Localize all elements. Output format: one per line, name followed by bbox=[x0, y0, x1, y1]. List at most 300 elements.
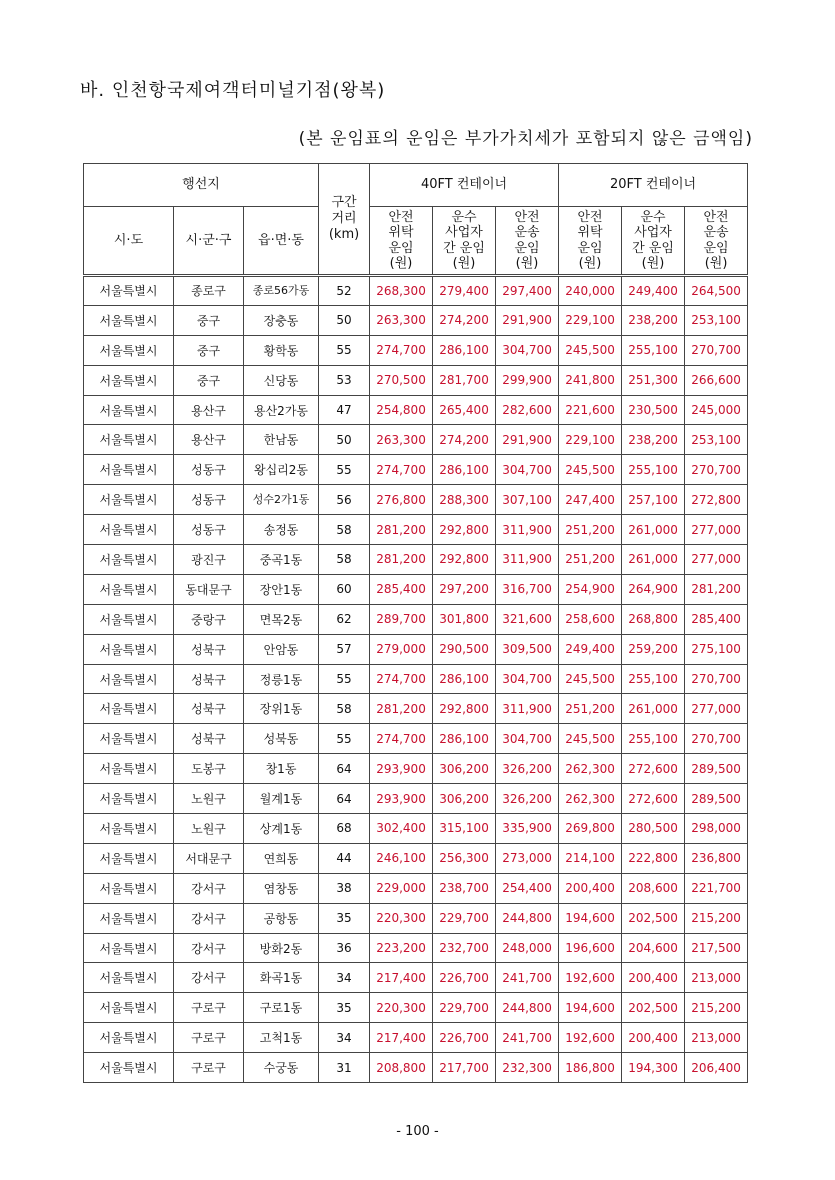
ft40-safe-consign-cell: 220,300 bbox=[370, 903, 433, 933]
ft40-carrier-cell: 286,100 bbox=[433, 664, 496, 694]
ft40-safe-consign-cell: 270,500 bbox=[370, 365, 433, 395]
ft40-safe-transport-cell: 304,700 bbox=[496, 455, 559, 485]
ft20-safe-consign-cell: 221,600 bbox=[559, 395, 622, 425]
ft20-safe-consign-cell: 192,600 bbox=[559, 963, 622, 993]
ft20-safe-transport-cell: 253,100 bbox=[685, 305, 748, 335]
ft20-safe-consign-cell: 251,200 bbox=[559, 515, 622, 545]
distance-cell: 52 bbox=[319, 276, 370, 306]
ft40-carrier-cell: 279,400 bbox=[433, 276, 496, 306]
ft20-carrier-cell: 200,400 bbox=[622, 963, 685, 993]
ft40-carrier-cell: 217,700 bbox=[433, 1053, 496, 1083]
sigungu-cell: 구로구 bbox=[174, 993, 244, 1023]
dong-cell: 장안1동 bbox=[244, 574, 319, 604]
sigungu-cell: 광진구 bbox=[174, 545, 244, 575]
ft20-safe-consign-cell: 251,200 bbox=[559, 694, 622, 724]
dong-cell: 고척1동 bbox=[244, 1023, 319, 1053]
ft40-safe-consign-cell: 279,000 bbox=[370, 634, 433, 664]
dong-cell: 한남동 bbox=[244, 425, 319, 455]
ft40-safe-transport-cell: 254,400 bbox=[496, 873, 559, 903]
ft40-safe-consign-cell: 276,800 bbox=[370, 485, 433, 515]
sigungu-cell: 노원구 bbox=[174, 814, 244, 844]
distance-cell: 64 bbox=[319, 754, 370, 784]
ft40-safe-transport-cell: 311,900 bbox=[496, 515, 559, 545]
ft40-safe-consign-cell: 274,700 bbox=[370, 664, 433, 694]
ft40-safe-consign-cell: 217,400 bbox=[370, 1023, 433, 1053]
distance-cell: 56 bbox=[319, 485, 370, 515]
ft40-carrier-cell: 297,200 bbox=[433, 574, 496, 604]
ft20-safe-transport-cell: 213,000 bbox=[685, 963, 748, 993]
ft20-safe-transport-cell: 253,100 bbox=[685, 425, 748, 455]
table-row bbox=[84, 694, 748, 724]
ft20-carrier-cell: 202,500 bbox=[622, 993, 685, 1023]
ft20-safe-transport-cell: 270,700 bbox=[685, 724, 748, 754]
ft20-carrier-cell: 261,000 bbox=[622, 545, 685, 575]
ft40-carrier-cell: 286,100 bbox=[433, 455, 496, 485]
ft20-safe-consign-cell: 269,800 bbox=[559, 814, 622, 844]
ft20-safe-transport-cell: 206,400 bbox=[685, 1053, 748, 1083]
ft40-safe-consign-cell: 281,200 bbox=[370, 545, 433, 575]
sido-cell: 서울특별시 bbox=[84, 873, 174, 903]
ft20-carrier-cell: 238,200 bbox=[622, 305, 685, 335]
sido-cell: 서울특별시 bbox=[84, 335, 174, 365]
table-row bbox=[84, 1053, 748, 1083]
sigungu-cell: 종로구 bbox=[174, 276, 244, 306]
table-row bbox=[84, 933, 748, 963]
ft40-safe-transport-cell: 248,000 bbox=[496, 933, 559, 963]
ft20-safe-transport-cell: 236,800 bbox=[685, 843, 748, 873]
dong-cell: 창1동 bbox=[244, 754, 319, 784]
sido-cell: 서울특별시 bbox=[84, 574, 174, 604]
ft40-safe-transport-cell: 291,900 bbox=[496, 305, 559, 335]
sido-cell: 서울특별시 bbox=[84, 903, 174, 933]
distance-header: 구간 거리 (km) bbox=[319, 164, 370, 276]
table-row bbox=[84, 545, 748, 575]
ft20-safe-transport-cell: 275,100 bbox=[685, 634, 748, 664]
table-row bbox=[84, 963, 748, 993]
sido-cell: 서울특별시 bbox=[84, 993, 174, 1023]
sigungu-cell: 성동구 bbox=[174, 485, 244, 515]
dong-cell: 장위1동 bbox=[244, 694, 319, 724]
ft40-safe-transport-cell: 311,900 bbox=[496, 545, 559, 575]
sido-cell: 서울특별시 bbox=[84, 634, 174, 664]
ft20-carrier-cell: 272,600 bbox=[622, 784, 685, 814]
ft20-safe-transport-cell: 245,000 bbox=[685, 395, 748, 425]
sido-cell: 서울특별시 bbox=[84, 455, 174, 485]
sigungu-cell: 동대문구 bbox=[174, 574, 244, 604]
ft20-safe-consign-cell: 229,100 bbox=[559, 425, 622, 455]
table-row bbox=[84, 1023, 748, 1053]
sido-cell: 서울특별시 bbox=[84, 694, 174, 724]
ft40-carrier-cell: 226,700 bbox=[433, 963, 496, 993]
ft40-safe-transport-header: 안전 운송 운임 (원) bbox=[496, 207, 559, 276]
ft20-safe-transport-cell: 285,400 bbox=[685, 604, 748, 634]
ft20-safe-transport-cell: 270,700 bbox=[685, 455, 748, 485]
sido-cell: 서울특별시 bbox=[84, 754, 174, 784]
ft40-header: 40FT 컨테이너 bbox=[370, 164, 559, 207]
ft20-carrier-cell: 255,100 bbox=[622, 335, 685, 365]
distance-cell: 44 bbox=[319, 843, 370, 873]
dong-cell: 수궁동 bbox=[244, 1053, 319, 1083]
dong-cell: 용산2가동 bbox=[244, 395, 319, 425]
ft20-carrier-cell: 249,400 bbox=[622, 276, 685, 306]
vat-note: (본 운임표의 운임은 부가가치세가 포함되지 않은 금액임) bbox=[298, 129, 753, 149]
ft40-carrier-cell: 229,700 bbox=[433, 993, 496, 1023]
ft20-carrier-cell: 264,900 bbox=[622, 574, 685, 604]
distance-cell: 34 bbox=[319, 1023, 370, 1053]
table-row bbox=[84, 395, 748, 425]
ft20-carrier-cell: 200,400 bbox=[622, 1023, 685, 1053]
ft40-carrier-cell: 292,800 bbox=[433, 694, 496, 724]
ft20-safe-consign-cell: 194,600 bbox=[559, 903, 622, 933]
dong-cell: 송정동 bbox=[244, 515, 319, 545]
ft20-safe-transport-header: 안전 운송 운임 (원) bbox=[685, 207, 748, 276]
table-row bbox=[84, 993, 748, 1023]
ft40-safe-transport-cell: 326,200 bbox=[496, 754, 559, 784]
sigungu-cell: 중구 bbox=[174, 335, 244, 365]
dong-cell: 연희동 bbox=[244, 843, 319, 873]
dong-cell: 신당동 bbox=[244, 365, 319, 395]
ft40-safe-consign-cell: 293,900 bbox=[370, 754, 433, 784]
ft40-safe-transport-cell: 244,800 bbox=[496, 903, 559, 933]
ft20-carrier-cell: 204,600 bbox=[622, 933, 685, 963]
ft20-carrier-cell: 251,300 bbox=[622, 365, 685, 395]
distance-cell: 53 bbox=[319, 365, 370, 395]
ft20-carrier-cell: 261,000 bbox=[622, 515, 685, 545]
ft40-safe-consign-cell: 263,300 bbox=[370, 425, 433, 455]
sigungu-cell: 구로구 bbox=[174, 1023, 244, 1053]
ft20-safe-consign-cell: 247,400 bbox=[559, 485, 622, 515]
distance-cell: 38 bbox=[319, 873, 370, 903]
sigungu-header: 시·군·구 bbox=[174, 207, 244, 276]
ft40-safe-transport-cell: 309,500 bbox=[496, 634, 559, 664]
ft20-safe-consign-cell: 200,400 bbox=[559, 873, 622, 903]
dong-cell: 염창동 bbox=[244, 873, 319, 903]
distance-cell: 47 bbox=[319, 395, 370, 425]
ft20-carrier-cell: 238,200 bbox=[622, 425, 685, 455]
ft40-carrier-cell: 238,700 bbox=[433, 873, 496, 903]
sido-cell: 서울특별시 bbox=[84, 724, 174, 754]
ft20-safe-transport-cell: 213,000 bbox=[685, 1023, 748, 1053]
ft40-safe-transport-cell: 244,800 bbox=[496, 993, 559, 1023]
sido-cell: 서울특별시 bbox=[84, 305, 174, 335]
sigungu-cell: 성동구 bbox=[174, 515, 244, 545]
ft20-safe-transport-cell: 264,500 bbox=[685, 276, 748, 306]
ft40-safe-consign-cell: 274,700 bbox=[370, 724, 433, 754]
fare-table bbox=[83, 163, 748, 1083]
sido-cell: 서울특별시 bbox=[84, 963, 174, 993]
ft40-safe-transport-cell: 291,900 bbox=[496, 425, 559, 455]
dong-cell: 성수2가1동 bbox=[244, 485, 319, 515]
ft20-safe-transport-cell: 289,500 bbox=[685, 754, 748, 784]
sigungu-cell: 성동구 bbox=[174, 455, 244, 485]
ft40-safe-transport-cell: 299,900 bbox=[496, 365, 559, 395]
dong-cell: 공항동 bbox=[244, 903, 319, 933]
distance-cell: 68 bbox=[319, 814, 370, 844]
dong-cell: 구로1동 bbox=[244, 993, 319, 1023]
ft40-carrier-cell: 281,700 bbox=[433, 365, 496, 395]
sigungu-cell: 강서구 bbox=[174, 903, 244, 933]
ft20-carrier-cell: 259,200 bbox=[622, 634, 685, 664]
distance-cell: 58 bbox=[319, 515, 370, 545]
sido-header: 시·도 bbox=[84, 207, 174, 276]
ft40-safe-consign-cell: 246,100 bbox=[370, 843, 433, 873]
ft40-safe-consign-cell: 263,300 bbox=[370, 305, 433, 335]
sigungu-cell: 중랑구 bbox=[174, 604, 244, 634]
ft40-safe-consign-cell: 220,300 bbox=[370, 993, 433, 1023]
sigungu-cell: 용산구 bbox=[174, 395, 244, 425]
ft20-safe-consign-cell: 262,300 bbox=[559, 754, 622, 784]
table-row bbox=[84, 814, 748, 844]
dong-cell: 성북동 bbox=[244, 724, 319, 754]
ft40-safe-consign-cell: 254,800 bbox=[370, 395, 433, 425]
sido-cell: 서울특별시 bbox=[84, 545, 174, 575]
sido-cell: 서울특별시 bbox=[84, 814, 174, 844]
ft20-safe-consign-cell: 240,000 bbox=[559, 276, 622, 306]
ft20-safe-transport-cell: 298,000 bbox=[685, 814, 748, 844]
ft40-safe-transport-cell: 321,600 bbox=[496, 604, 559, 634]
sido-cell: 서울특별시 bbox=[84, 604, 174, 634]
ft40-carrier-cell: 288,300 bbox=[433, 485, 496, 515]
sigungu-cell: 성북구 bbox=[174, 664, 244, 694]
distance-cell: 50 bbox=[319, 425, 370, 455]
ft20-safe-consign-header: 안전 위탁 운임 (원) bbox=[559, 207, 622, 276]
ft40-carrier-cell: 256,300 bbox=[433, 843, 496, 873]
distance-cell: 58 bbox=[319, 694, 370, 724]
dong-cell: 화곡1동 bbox=[244, 963, 319, 993]
ft40-safe-consign-cell: 223,200 bbox=[370, 933, 433, 963]
table-row bbox=[84, 664, 748, 694]
dong-cell: 중곡1동 bbox=[244, 545, 319, 575]
fare-table-body bbox=[84, 276, 748, 1083]
ft20-safe-consign-cell: 196,600 bbox=[559, 933, 622, 963]
ft40-safe-consign-cell: 302,400 bbox=[370, 814, 433, 844]
ft20-carrier-cell: 255,100 bbox=[622, 455, 685, 485]
sigungu-cell: 도봉구 bbox=[174, 754, 244, 784]
table-row bbox=[84, 425, 748, 455]
ft20-safe-consign-cell: 241,800 bbox=[559, 365, 622, 395]
ft20-safe-transport-cell: 266,600 bbox=[685, 365, 748, 395]
distance-cell: 60 bbox=[319, 574, 370, 604]
ft40-safe-consign-cell: 281,200 bbox=[370, 515, 433, 545]
ft20-carrier-cell: 272,600 bbox=[622, 754, 685, 784]
ft20-carrier-cell: 230,500 bbox=[622, 395, 685, 425]
distance-cell: 55 bbox=[319, 335, 370, 365]
ft20-safe-consign-cell: 245,500 bbox=[559, 455, 622, 485]
distance-cell: 55 bbox=[319, 724, 370, 754]
sido-cell: 서울특별시 bbox=[84, 1023, 174, 1053]
ft20-carrier-cell: 280,500 bbox=[622, 814, 685, 844]
distance-cell: 58 bbox=[319, 545, 370, 575]
table-row bbox=[84, 754, 748, 784]
sido-cell: 서울특별시 bbox=[84, 933, 174, 963]
ft20-safe-transport-cell: 277,000 bbox=[685, 545, 748, 575]
ft40-carrier-cell: 229,700 bbox=[433, 903, 496, 933]
ft40-safe-transport-cell: 273,000 bbox=[496, 843, 559, 873]
table-row bbox=[84, 604, 748, 634]
ft20-carrier-cell: 255,100 bbox=[622, 664, 685, 694]
distance-cell: 55 bbox=[319, 455, 370, 485]
ft40-safe-transport-cell: 297,400 bbox=[496, 276, 559, 306]
dong-cell: 상계1동 bbox=[244, 814, 319, 844]
table-row bbox=[84, 365, 748, 395]
dong-cell: 종로56가동 bbox=[244, 276, 319, 306]
ft40-safe-transport-cell: 335,900 bbox=[496, 814, 559, 844]
ft40-safe-transport-cell: 241,700 bbox=[496, 963, 559, 993]
ft20-carrier-cell: 222,800 bbox=[622, 843, 685, 873]
route-header: 행선지 bbox=[84, 164, 319, 207]
ft40-carrier-cell: 274,200 bbox=[433, 305, 496, 335]
distance-cell: 36 bbox=[319, 933, 370, 963]
ft20-carrier-cell: 261,000 bbox=[622, 694, 685, 724]
sido-cell: 서울특별시 bbox=[84, 276, 174, 306]
ft40-carrier-cell: 286,100 bbox=[433, 724, 496, 754]
ft20-carrier-cell: 268,800 bbox=[622, 604, 685, 634]
dong-cell: 방화2동 bbox=[244, 933, 319, 963]
sido-cell: 서울특별시 bbox=[84, 1053, 174, 1083]
ft20-safe-transport-cell: 270,700 bbox=[685, 664, 748, 694]
table-row bbox=[84, 515, 748, 545]
table-row bbox=[84, 574, 748, 604]
ft20-carrier-cell: 194,300 bbox=[622, 1053, 685, 1083]
sigungu-cell: 서대문구 bbox=[174, 843, 244, 873]
ft40-carrier-cell: 232,700 bbox=[433, 933, 496, 963]
ft20-safe-consign-cell: 245,500 bbox=[559, 335, 622, 365]
ft20-carrier-cell: 208,600 bbox=[622, 873, 685, 903]
distance-cell: 50 bbox=[319, 305, 370, 335]
table-row bbox=[84, 335, 748, 365]
ft40-carrier-cell: 290,500 bbox=[433, 634, 496, 664]
ft40-carrier-cell: 292,800 bbox=[433, 515, 496, 545]
sigungu-cell: 강서구 bbox=[174, 873, 244, 903]
ft40-safe-consign-cell: 281,200 bbox=[370, 694, 433, 724]
ft20-safe-consign-cell: 194,600 bbox=[559, 993, 622, 1023]
ft20-safe-transport-cell: 217,500 bbox=[685, 933, 748, 963]
ft40-safe-consign-cell: 293,900 bbox=[370, 784, 433, 814]
dong-cell: 장충동 bbox=[244, 305, 319, 335]
ft20-safe-consign-cell: 251,200 bbox=[559, 545, 622, 575]
ft20-safe-consign-cell: 214,100 bbox=[559, 843, 622, 873]
ft40-safe-transport-cell: 304,700 bbox=[496, 335, 559, 365]
ft20-safe-consign-cell: 229,100 bbox=[559, 305, 622, 335]
ft40-safe-consign-cell: 229,000 bbox=[370, 873, 433, 903]
ft40-safe-transport-cell: 304,700 bbox=[496, 664, 559, 694]
table-row bbox=[84, 305, 748, 335]
dong-cell: 정릉1동 bbox=[244, 664, 319, 694]
dong-cell: 황학동 bbox=[244, 335, 319, 365]
sido-cell: 서울특별시 bbox=[84, 365, 174, 395]
distance-cell: 34 bbox=[319, 963, 370, 993]
ft40-safe-transport-cell: 304,700 bbox=[496, 724, 559, 754]
table-row bbox=[84, 724, 748, 754]
sigungu-cell: 노원구 bbox=[174, 784, 244, 814]
ft20-safe-transport-cell: 289,500 bbox=[685, 784, 748, 814]
ft20-carrier-cell: 255,100 bbox=[622, 724, 685, 754]
sido-cell: 서울특별시 bbox=[84, 395, 174, 425]
distance-cell: 64 bbox=[319, 784, 370, 814]
ft40-carrier-cell: 265,400 bbox=[433, 395, 496, 425]
sigungu-cell: 성북구 bbox=[174, 724, 244, 754]
ft40-carrier-cell: 315,100 bbox=[433, 814, 496, 844]
table-row bbox=[84, 485, 748, 515]
ft40-safe-transport-cell: 316,700 bbox=[496, 574, 559, 604]
ft20-safe-consign-cell: 254,900 bbox=[559, 574, 622, 604]
ft20-safe-consign-cell: 186,800 bbox=[559, 1053, 622, 1083]
ft20-header: 20FT 컨테이너 bbox=[559, 164, 748, 207]
ft20-safe-transport-cell: 281,200 bbox=[685, 574, 748, 604]
table-row bbox=[84, 843, 748, 873]
ft40-safe-transport-cell: 282,600 bbox=[496, 395, 559, 425]
sido-cell: 서울특별시 bbox=[84, 485, 174, 515]
sigungu-cell: 용산구 bbox=[174, 425, 244, 455]
sigungu-cell: 구로구 bbox=[174, 1053, 244, 1083]
sigungu-cell: 중구 bbox=[174, 365, 244, 395]
page-number: - 100 - bbox=[396, 1124, 439, 1139]
sigungu-cell: 강서구 bbox=[174, 963, 244, 993]
sido-cell: 서울특별시 bbox=[84, 515, 174, 545]
ft20-safe-consign-cell: 245,500 bbox=[559, 724, 622, 754]
ft20-safe-transport-cell: 215,200 bbox=[685, 993, 748, 1023]
distance-cell: 57 bbox=[319, 634, 370, 664]
ft40-safe-consign-header: 안전 위탁 운임 (원) bbox=[370, 207, 433, 276]
ft40-carrier-cell: 274,200 bbox=[433, 425, 496, 455]
ft40-safe-consign-cell: 217,400 bbox=[370, 963, 433, 993]
ft40-safe-consign-cell: 268,300 bbox=[370, 276, 433, 306]
table-row bbox=[84, 276, 748, 306]
ft40-safe-consign-cell: 289,700 bbox=[370, 604, 433, 634]
ft40-safe-consign-cell: 274,700 bbox=[370, 335, 433, 365]
distance-cell: 35 bbox=[319, 903, 370, 933]
table-row bbox=[84, 873, 748, 903]
distance-cell: 31 bbox=[319, 1053, 370, 1083]
ft40-safe-transport-cell: 241,700 bbox=[496, 1023, 559, 1053]
distance-cell: 55 bbox=[319, 664, 370, 694]
sigungu-cell: 성북구 bbox=[174, 694, 244, 724]
table-row bbox=[84, 903, 748, 933]
table-row bbox=[84, 634, 748, 664]
sigungu-cell: 강서구 bbox=[174, 933, 244, 963]
ft20-carrier-header: 운수 사업자 간 운임 (원) bbox=[622, 207, 685, 276]
ft40-carrier-cell: 226,700 bbox=[433, 1023, 496, 1053]
ft20-safe-consign-cell: 192,600 bbox=[559, 1023, 622, 1053]
ft40-safe-consign-cell: 285,400 bbox=[370, 574, 433, 604]
ft40-safe-consign-cell: 208,800 bbox=[370, 1053, 433, 1083]
dong-cell: 안암동 bbox=[244, 634, 319, 664]
ft20-carrier-cell: 202,500 bbox=[622, 903, 685, 933]
distance-cell: 35 bbox=[319, 993, 370, 1023]
ft20-safe-transport-cell: 272,800 bbox=[685, 485, 748, 515]
ft40-safe-transport-cell: 326,200 bbox=[496, 784, 559, 814]
sido-cell: 서울특별시 bbox=[84, 843, 174, 873]
ft20-safe-consign-cell: 249,400 bbox=[559, 634, 622, 664]
dong-cell: 왕십리2동 bbox=[244, 455, 319, 485]
ft20-carrier-cell: 257,100 bbox=[622, 485, 685, 515]
sido-cell: 서울특별시 bbox=[84, 784, 174, 814]
dong-cell: 면목2동 bbox=[244, 604, 319, 634]
ft40-carrier-header: 운수 사업자 간 운임 (원) bbox=[433, 207, 496, 276]
sigungu-cell: 성북구 bbox=[174, 634, 244, 664]
section-title: 바. 인천항국제여객터미널기점(왕복) bbox=[80, 80, 386, 101]
ft40-safe-transport-cell: 232,300 bbox=[496, 1053, 559, 1083]
ft40-carrier-cell: 306,200 bbox=[433, 784, 496, 814]
ft20-safe-consign-cell: 262,300 bbox=[559, 784, 622, 814]
sido-cell: 서울특별시 bbox=[84, 664, 174, 694]
table-row bbox=[84, 455, 748, 485]
sigungu-cell: 중구 bbox=[174, 305, 244, 335]
ft20-safe-consign-cell: 245,500 bbox=[559, 664, 622, 694]
ft40-safe-transport-cell: 311,900 bbox=[496, 694, 559, 724]
ft40-carrier-cell: 301,800 bbox=[433, 604, 496, 634]
ft20-safe-transport-cell: 221,700 bbox=[685, 873, 748, 903]
